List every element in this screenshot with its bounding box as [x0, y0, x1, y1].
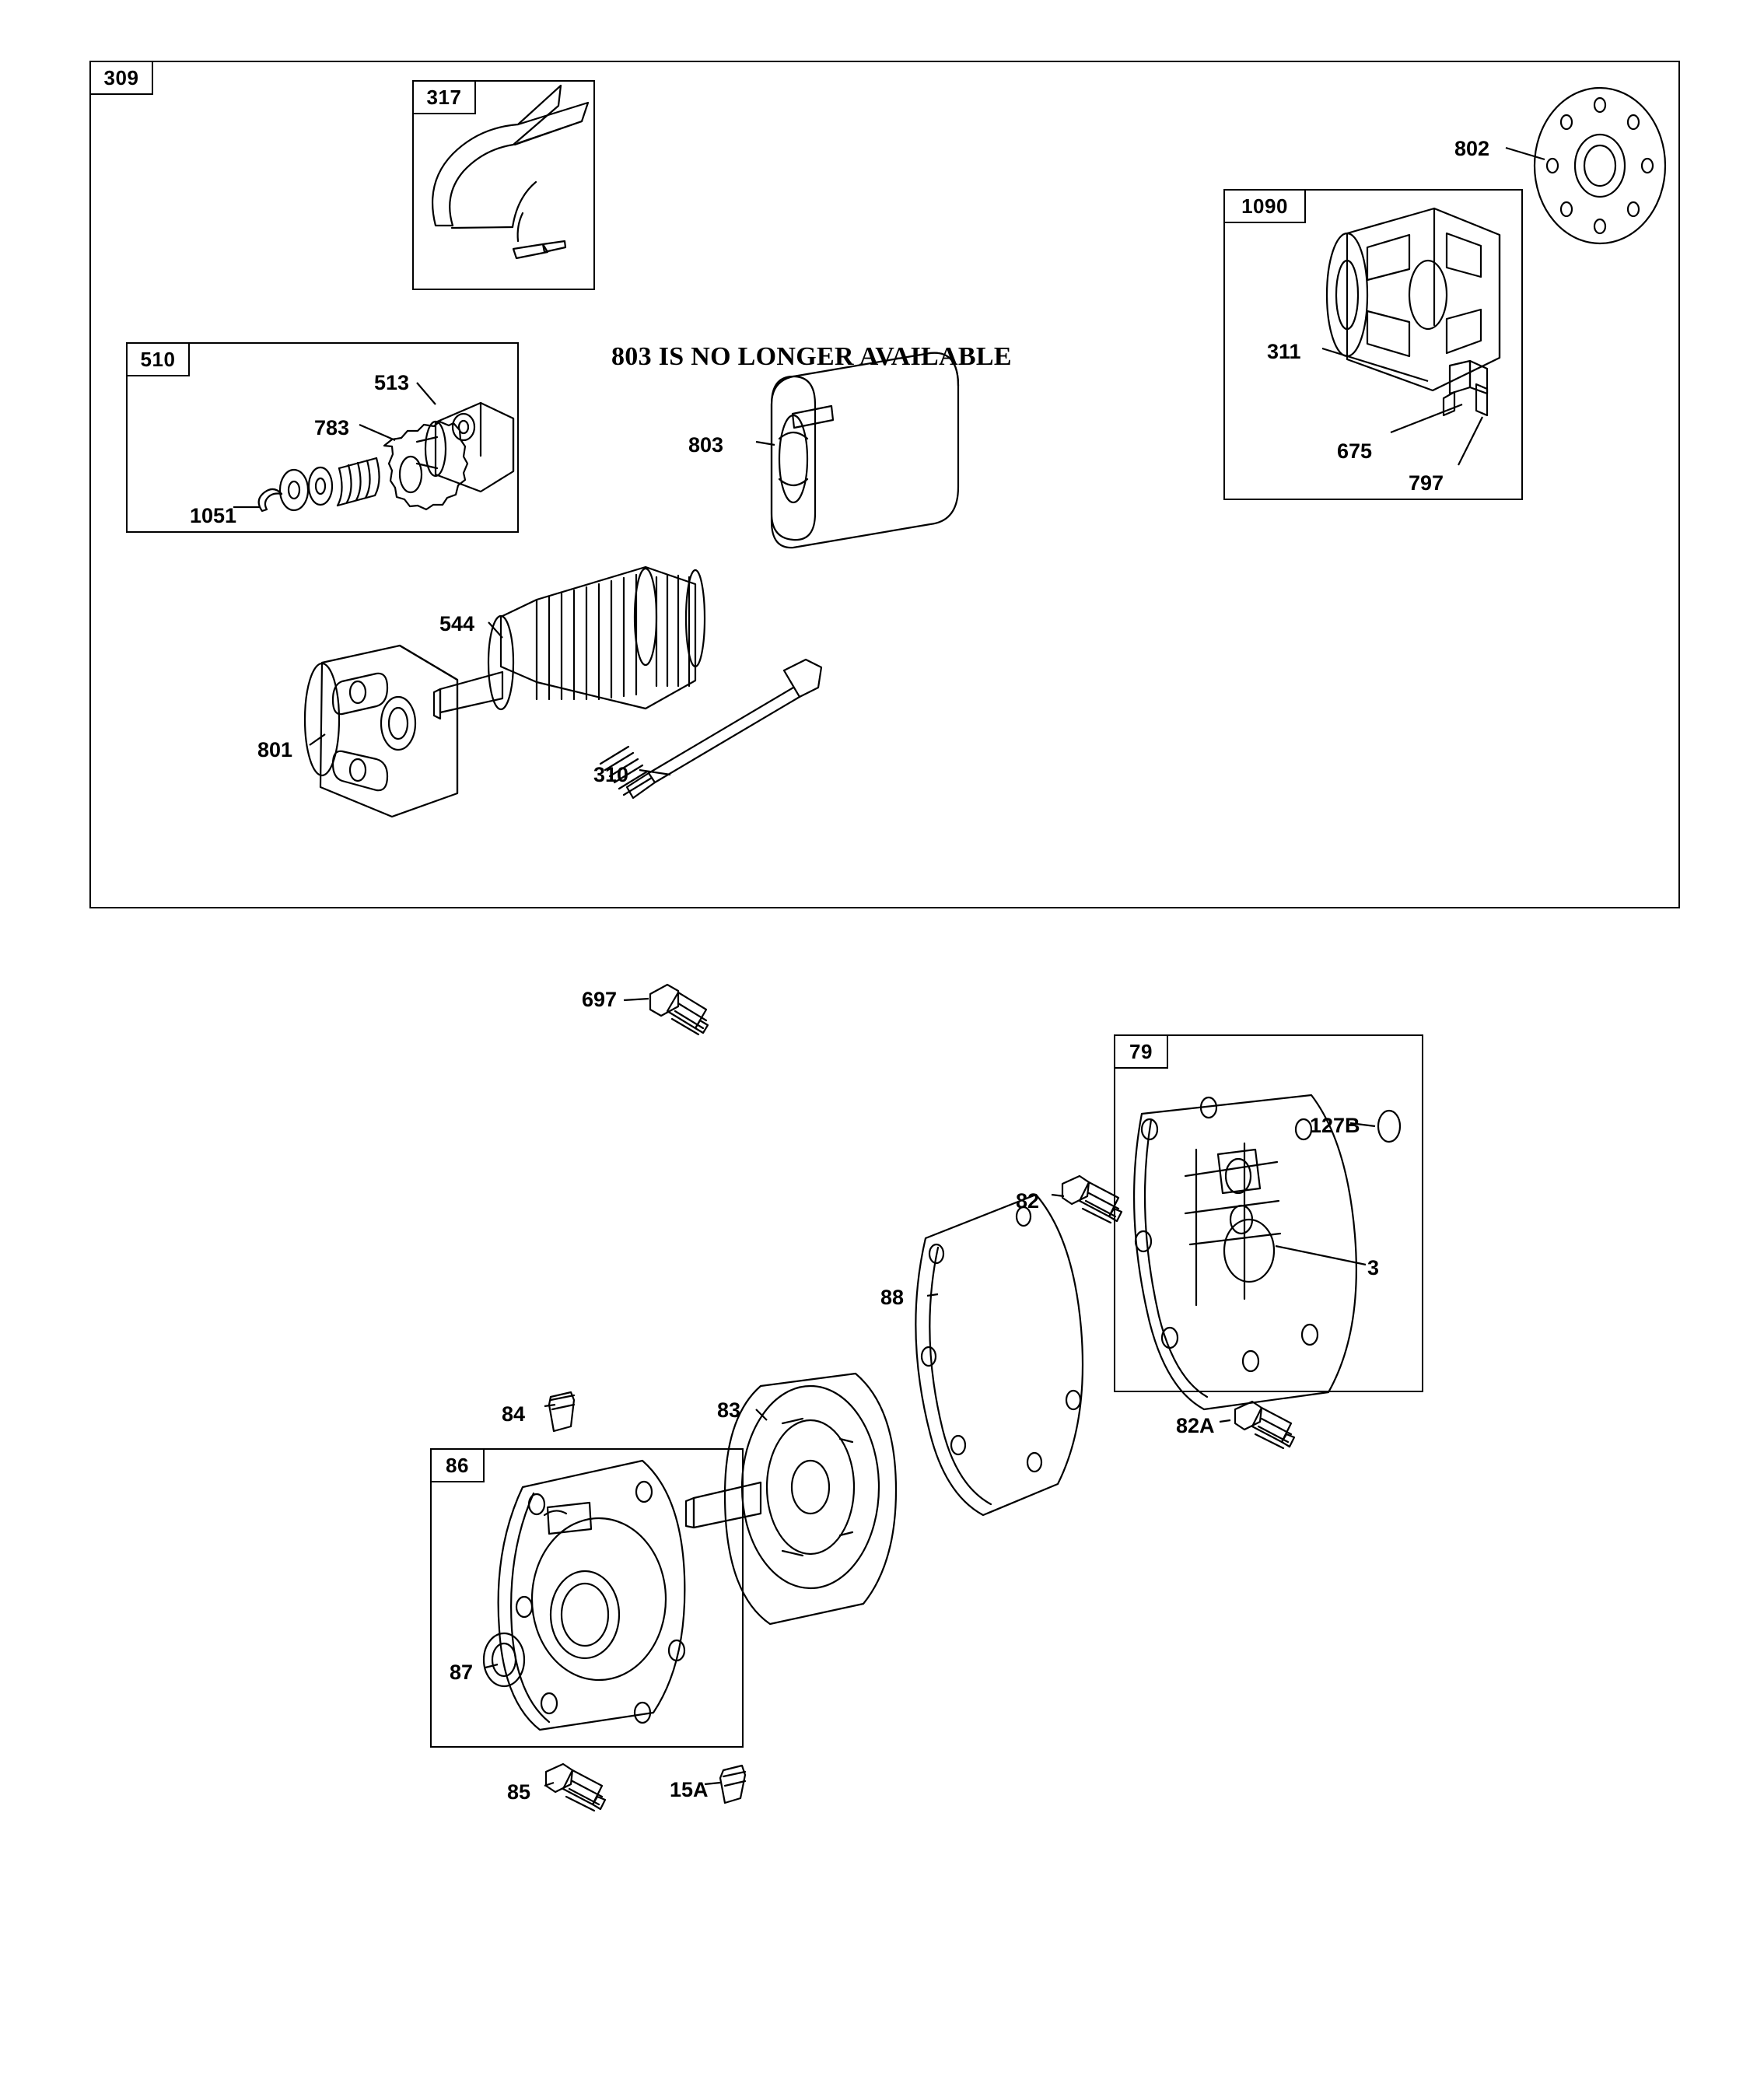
- callout-801[interactable]: 801: [257, 738, 293, 761]
- callout-15A[interactable]: 15A: [670, 1778, 709, 1801]
- group-tag-86[interactable]: 86: [430, 1448, 485, 1482]
- callout-127B[interactable]: 127B: [1310, 1114, 1360, 1137]
- callout-544[interactable]: 544: [439, 612, 475, 635]
- group-tag-317[interactable]: 317: [412, 80, 476, 114]
- callout-83[interactable]: 83: [717, 1398, 741, 1422]
- callout-1051[interactable]: 1051: [190, 504, 237, 527]
- callout-82A[interactable]: 82A: [1176, 1414, 1215, 1437]
- part-art-697: [650, 985, 708, 1034]
- callout-803[interactable]: 803: [688, 433, 724, 457]
- callout-310[interactable]: 310: [593, 763, 629, 786]
- callout-513[interactable]: 513: [374, 371, 410, 394]
- callout-697[interactable]: 697: [582, 988, 618, 1011]
- callout-783[interactable]: 783: [314, 416, 350, 439]
- callout-82[interactable]: 82: [1016, 1189, 1040, 1213]
- callout-87[interactable]: 87: [450, 1661, 474, 1684]
- group-box-79: [1114, 1034, 1423, 1392]
- callout-675[interactable]: 675: [1337, 439, 1373, 463]
- group-tag-79[interactable]: 79: [1114, 1034, 1168, 1069]
- unavailable-notice: 803 IS NO LONGER AVAILABLE: [611, 342, 1012, 371]
- group-box-86: [430, 1448, 744, 1748]
- group-tag-510[interactable]: 510: [126, 342, 190, 376]
- part-art-88: [915, 1195, 1083, 1515]
- callout-3[interactable]: 3: [1367, 1256, 1380, 1279]
- callout-85[interactable]: 85: [507, 1780, 531, 1804]
- group-tag-309[interactable]: 309: [89, 61, 153, 95]
- callout-84[interactable]: 84: [502, 1402, 526, 1426]
- callout-88[interactable]: 88: [880, 1286, 905, 1309]
- callout-311[interactable]: 311: [1267, 340, 1301, 363]
- callout-802[interactable]: 802: [1454, 137, 1490, 160]
- group-tag-1090[interactable]: 1090: [1223, 189, 1306, 223]
- callout-797[interactable]: 797: [1409, 471, 1444, 495]
